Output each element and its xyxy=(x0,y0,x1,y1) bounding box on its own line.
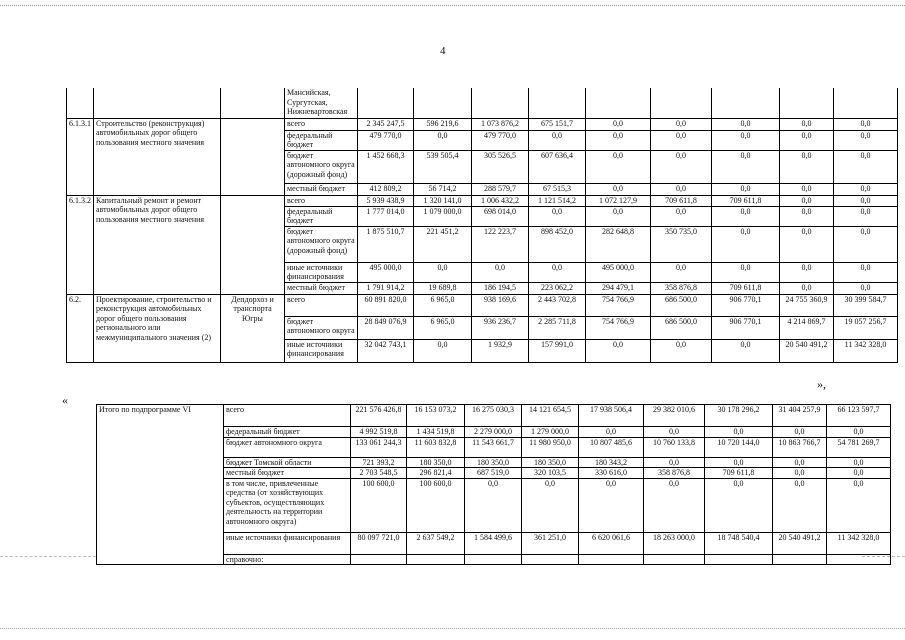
value-cell: 0,0 xyxy=(773,457,827,468)
value-cell: 18 748 540,4 xyxy=(705,532,773,554)
value-cell xyxy=(407,554,465,565)
value-cell: 0,0 xyxy=(712,183,780,195)
funding-source: иные источники финансирования xyxy=(285,262,358,282)
value-cell: 0,0 xyxy=(529,206,586,226)
value-cell: 0,0 xyxy=(586,118,651,130)
value-cell: 2 345 247,5 xyxy=(358,118,414,130)
value-cell: 1 279 000,0 xyxy=(522,427,579,438)
value-cell: 11 342 328,0 xyxy=(834,339,898,362)
value-cell: 30 178 296,2 xyxy=(705,405,773,427)
value-cell: 0,0 xyxy=(579,478,644,532)
value-cell: 675 151,7 xyxy=(529,118,586,130)
value-cell: 1 932,9 xyxy=(472,339,529,362)
value-cell: 358 876,8 xyxy=(651,282,712,294)
value-cell: 0,0 xyxy=(773,427,827,438)
value-cell: 0,0 xyxy=(651,262,712,282)
row-executor: Депдорхоз и транспорта Югры xyxy=(221,294,285,362)
value-cell: 709 611,8 xyxy=(712,282,780,294)
value-cell: 0,0 xyxy=(834,183,898,195)
funding-source: всего xyxy=(224,405,351,427)
value-cell: 56 714,2 xyxy=(414,183,472,195)
page-number: 4 xyxy=(440,45,446,57)
value-cell: 5 939 438,9 xyxy=(358,195,414,206)
value-cell: 0,0 xyxy=(780,118,834,130)
value-cell: 709 611,8 xyxy=(712,195,780,206)
closing-quote: », xyxy=(817,377,826,391)
value-cell: 0,0 xyxy=(780,150,834,183)
program-table-continued xyxy=(66,88,898,363)
value-cell xyxy=(773,554,827,565)
value-cell: 0,0 xyxy=(705,427,773,438)
value-cell: 0,0 xyxy=(472,262,529,282)
value-cell: 31 404 257,9 xyxy=(773,405,827,427)
value-cell: 80 097 721,0 xyxy=(351,532,407,554)
value-cell: 221 576 426,8 xyxy=(351,405,407,427)
value-cell: 19 057 256,7 xyxy=(834,316,898,339)
value-cell: 20 540 491,2 xyxy=(773,532,827,554)
value-cell: 596 219,6 xyxy=(414,118,472,130)
value-cell: 282 648,8 xyxy=(586,226,651,262)
value-cell: 0,0 xyxy=(827,478,891,532)
value-cell: 2 703 548,5 xyxy=(351,468,407,479)
value-cell: 0,0 xyxy=(644,427,705,438)
value-cell: 2 637 549,2 xyxy=(407,532,465,554)
value-cell: 479 770,0 xyxy=(472,130,529,150)
value-cell xyxy=(644,554,705,565)
value-cell: 0,0 xyxy=(651,150,712,183)
value-cell: 0,0 xyxy=(780,130,834,150)
value-cell: 721 393,2 xyxy=(351,457,407,468)
row-code: 6.2. xyxy=(67,294,94,362)
value-cell: 29 382 010,6 xyxy=(644,405,705,427)
value-cell: 30 399 584,7 xyxy=(834,294,898,316)
value-cell: 495 000,0 xyxy=(358,262,414,282)
value-cell: 19 689,8 xyxy=(414,282,472,294)
value-cell: 0,0 xyxy=(712,130,780,150)
value-cell xyxy=(351,554,407,565)
subprogram-title: Итого по подпрограмме VI xyxy=(97,405,224,565)
value-cell xyxy=(465,554,522,565)
value-cell: 10 807 485,6 xyxy=(579,437,644,457)
row-executor xyxy=(221,118,285,195)
funding-source: бюджет автономного округа (дорожный фонд) xyxy=(285,226,358,262)
value-cell: 2 285 711,8 xyxy=(529,316,586,339)
value-cell xyxy=(705,554,773,565)
value-cell: 0,0 xyxy=(644,457,705,468)
value-cell: 0,0 xyxy=(712,150,780,183)
value-cell: 0,0 xyxy=(529,130,586,150)
value-cell: 2 279 000,0 xyxy=(465,427,522,438)
value-cell: 938 169,6 xyxy=(472,294,529,316)
value-cell: 698 014,0 xyxy=(472,206,529,226)
value-cell: 0,0 xyxy=(712,118,780,130)
bottom-dotted-line xyxy=(0,628,905,629)
value-cell: 60 891 820,0 xyxy=(358,294,414,316)
value-cell: 709 611,8 xyxy=(705,468,773,479)
value-cell: 294 479,1 xyxy=(586,282,651,294)
value-cell: 0,0 xyxy=(705,478,773,532)
left-dash xyxy=(0,556,96,557)
value-cell: 180 350,0 xyxy=(522,457,579,468)
value-cell: 157 991,0 xyxy=(529,339,586,362)
value-cell: 100 600,0 xyxy=(351,478,407,532)
value-cell: 495 000,0 xyxy=(586,262,651,282)
value-cell: 28 849 076,9 xyxy=(358,316,414,339)
value-cell: 479 770,0 xyxy=(358,130,414,150)
funding-source: местный бюджет xyxy=(224,468,351,479)
value-cell: 350 735,0 xyxy=(651,226,712,262)
value-cell: 0,0 xyxy=(827,468,891,479)
value-cell: 0,0 xyxy=(651,339,712,362)
value-cell: 4 992 519,8 xyxy=(351,427,407,438)
value-cell: 24 755 360,9 xyxy=(780,294,834,316)
value-cell: 0,0 xyxy=(834,226,898,262)
value-cell: 0,0 xyxy=(834,262,898,282)
value-cell: 1 079 000,0 xyxy=(414,206,472,226)
value-cell: 6 965,0 xyxy=(414,316,472,339)
location-cell: Мансийская, Сургутская, Нижневартовская xyxy=(285,88,358,118)
value-cell: 16 153 073,2 xyxy=(407,405,465,427)
value-cell: 10 760 133,8 xyxy=(644,437,705,457)
value-cell: 686 500,0 xyxy=(651,316,712,339)
value-cell: 412 809,2 xyxy=(358,183,414,195)
value-cell: 0,0 xyxy=(834,150,898,183)
value-cell: 0,0 xyxy=(465,478,522,532)
value-cell: 100 600,0 xyxy=(407,478,465,532)
value-cell: 67 515,3 xyxy=(529,183,586,195)
right-dash xyxy=(862,556,905,557)
funding-source: иные источники финансирования xyxy=(285,339,358,362)
value-cell: 1 584 499,6 xyxy=(465,532,522,554)
value-cell: 0,0 xyxy=(834,130,898,150)
value-cell: 221 451,2 xyxy=(414,226,472,262)
funding-source: федеральный бюджет xyxy=(285,206,358,226)
value-cell: 0,0 xyxy=(586,183,651,195)
table-row xyxy=(97,405,891,427)
value-cell: 898 452,0 xyxy=(529,226,586,262)
value-cell: 0,0 xyxy=(780,226,834,262)
value-cell: 0,0 xyxy=(414,339,472,362)
value-cell: 709 611,8 xyxy=(651,195,712,206)
value-cell: 0,0 xyxy=(712,206,780,226)
value-cell: 2 443 702,8 xyxy=(529,294,586,316)
value-cell: 754 766,9 xyxy=(586,316,651,339)
value-cell: 305 526,5 xyxy=(472,150,529,183)
value-cell: 11 543 661,7 xyxy=(465,437,522,457)
value-cell: 133 061 244,3 xyxy=(351,437,407,457)
table-row xyxy=(67,195,898,206)
value-cell: 361 251,0 xyxy=(522,532,579,554)
row-code: 6.1.3.1 xyxy=(67,118,94,195)
value-cell: 0,0 xyxy=(522,478,579,532)
value-cell: 14 121 654,5 xyxy=(522,405,579,427)
value-cell: 288 579,7 xyxy=(472,183,529,195)
value-cell: 0,0 xyxy=(780,262,834,282)
value-cell: 0,0 xyxy=(651,206,712,226)
value-cell: 20 540 491,2 xyxy=(780,339,834,362)
value-cell xyxy=(522,554,579,565)
value-cell: 330 616,0 xyxy=(579,468,644,479)
row-name: Проектирование, строительство и реконструкция автомобильных дорог общего пользования регионального или межмуниципального значения (2) xyxy=(94,294,221,362)
value-cell: 0,0 xyxy=(834,195,898,206)
value-cell: 1 452 668,3 xyxy=(358,150,414,183)
value-cell: 296 821,4 xyxy=(407,468,465,479)
value-cell: 0,0 xyxy=(651,130,712,150)
value-cell: 10 720 144,0 xyxy=(705,437,773,457)
funding-source: бюджет автономного округа xyxy=(224,437,351,457)
row-name: Строительство (реконструкция) автомобильных дорог общего пользования местного значения xyxy=(94,118,221,195)
value-cell: 539 505,4 xyxy=(414,150,472,183)
value-cell: 0,0 xyxy=(644,478,705,532)
value-cell: 0,0 xyxy=(586,150,651,183)
funding-source: в том числе, привлеченные средства (от хозяйствующих субъектов, осуществляющих деятельность на территории автономного округа) xyxy=(224,478,351,532)
value-cell: 1 006 432,2 xyxy=(472,195,529,206)
value-cell: 10 863 766,7 xyxy=(773,437,827,457)
value-cell: 1 320 141,0 xyxy=(414,195,472,206)
value-cell: 0,0 xyxy=(586,130,651,150)
value-cell: 32 042 743,1 xyxy=(358,339,414,362)
value-cell: 0,0 xyxy=(834,206,898,226)
value-cell: 320 103,5 xyxy=(522,468,579,479)
funding-source: бюджет Томской области xyxy=(224,457,351,468)
value-cell: 0,0 xyxy=(712,339,780,362)
value-cell: 0,0 xyxy=(529,262,586,282)
subprogram-total-table xyxy=(96,404,891,565)
value-cell: 17 938 506,4 xyxy=(579,405,644,427)
value-cell: 11 980 950,0 xyxy=(522,437,579,457)
funding-source: местный бюджет xyxy=(285,282,358,294)
value-cell: 0,0 xyxy=(712,226,780,262)
opening-quote: « xyxy=(62,393,68,407)
value-cell: 4 214 869,7 xyxy=(780,316,834,339)
funding-source: всего xyxy=(285,118,358,130)
value-cell: 0,0 xyxy=(780,183,834,195)
value-cell: 754 766,9 xyxy=(586,294,651,316)
value-cell: 1 121 514,2 xyxy=(529,195,586,206)
value-cell: 0,0 xyxy=(834,118,898,130)
value-cell: 0,0 xyxy=(780,282,834,294)
funding-source: федеральный бюджет xyxy=(224,427,351,438)
funding-source: местный бюджет xyxy=(285,183,358,195)
value-cell: 6 620 061,6 xyxy=(579,532,644,554)
funding-source: федеральный бюджет xyxy=(285,130,358,150)
row-name: Капитальный ремонт и ремонт автомобильных дорог общего пользования местного значения xyxy=(94,195,221,294)
table-header-row xyxy=(67,88,898,118)
value-cell: 0,0 xyxy=(651,118,712,130)
value-cell: 186 194,5 xyxy=(472,282,529,294)
funding-source: всего xyxy=(285,195,358,206)
value-cell: 0,0 xyxy=(773,468,827,479)
funding-source: бюджет автономного округа (дорожный фонд) xyxy=(285,150,358,183)
value-cell: 0,0 xyxy=(712,262,780,282)
value-cell: 180 343,2 xyxy=(579,457,644,468)
value-cell: 0,0 xyxy=(651,183,712,195)
value-cell xyxy=(579,554,644,565)
value-cell: 1 072 127,9 xyxy=(586,195,651,206)
value-cell: 1 434 519,8 xyxy=(407,427,465,438)
value-cell: 0,0 xyxy=(586,206,651,226)
value-cell: 18 263 000,0 xyxy=(644,532,705,554)
value-cell: 0,0 xyxy=(586,339,651,362)
value-cell: 0,0 xyxy=(834,282,898,294)
value-cell: 11 342 328,0 xyxy=(827,532,891,554)
value-cell: 0,0 xyxy=(780,206,834,226)
value-cell: 0,0 xyxy=(773,478,827,532)
value-cell: 906 770,1 xyxy=(712,294,780,316)
value-cell: 687 519,0 xyxy=(465,468,522,479)
value-cell: 0,0 xyxy=(827,457,891,468)
value-cell: 0,0 xyxy=(827,427,891,438)
value-cell: 11 603 832,8 xyxy=(407,437,465,457)
value-cell: 122 223,7 xyxy=(472,226,529,262)
value-cell: 1 777 014,0 xyxy=(358,206,414,226)
value-cell: 0,0 xyxy=(780,195,834,206)
top-dotted-line xyxy=(0,5,905,6)
value-cell: 223 062,2 xyxy=(529,282,586,294)
value-cell: 906 770,1 xyxy=(712,316,780,339)
value-cell: 686 500,0 xyxy=(651,294,712,316)
value-cell: 180 350,0 xyxy=(465,457,522,468)
funding-source: бюджет автономного округа xyxy=(285,316,358,339)
value-cell: 66 123 597,7 xyxy=(827,405,891,427)
value-cell: 54 781 269,7 xyxy=(827,437,891,457)
value-cell: 0,0 xyxy=(414,130,472,150)
table-row xyxy=(67,294,898,316)
row-executor xyxy=(221,195,285,294)
funding-source: иные источники финансирования xyxy=(224,532,351,554)
value-cell: 1 073 876,2 xyxy=(472,118,529,130)
table-row xyxy=(67,118,898,130)
value-cell: 936 236,7 xyxy=(472,316,529,339)
value-cell: 0,0 xyxy=(579,427,644,438)
value-cell: 607 636,4 xyxy=(529,150,586,183)
value-cell: 1 791 914,2 xyxy=(358,282,414,294)
funding-source: всего xyxy=(285,294,358,316)
value-cell: 180 350,0 xyxy=(407,457,465,468)
value-cell: 6 965,0 xyxy=(414,294,472,316)
value-cell: 1 875 510,7 xyxy=(358,226,414,262)
value-cell: 0,0 xyxy=(705,457,773,468)
value-cell: 358 876,8 xyxy=(644,468,705,479)
value-cell: 0,0 xyxy=(414,262,472,282)
value-cell: 16 275 030,3 xyxy=(465,405,522,427)
funding-source: справочно: xyxy=(224,554,351,565)
row-code: 6.1.3.2 xyxy=(67,195,94,294)
